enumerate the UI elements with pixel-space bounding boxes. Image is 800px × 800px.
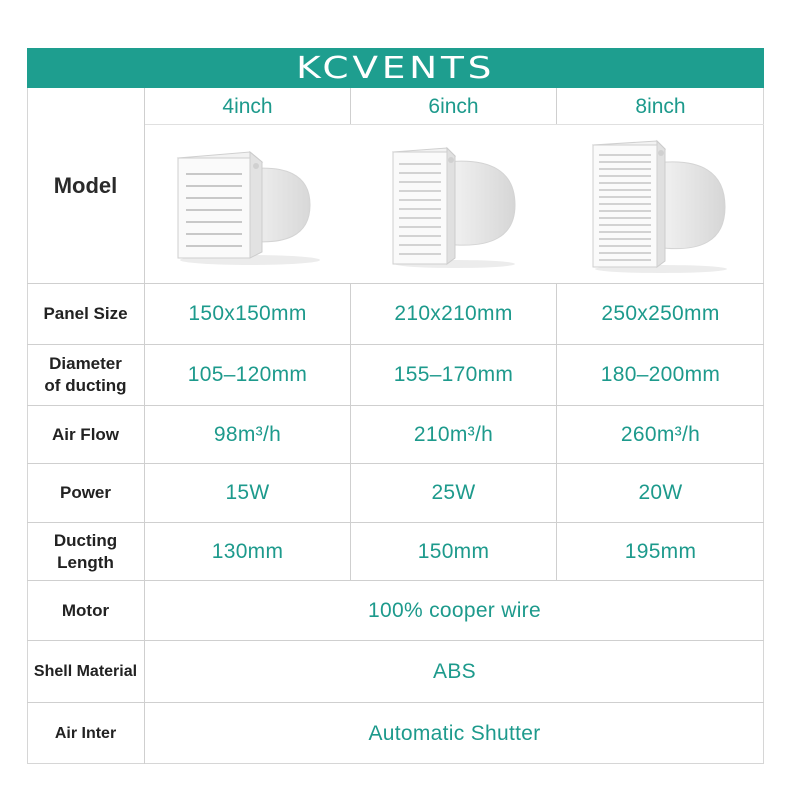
ducting-length-8inch: 195mm — [624, 539, 697, 563]
model-size-8inch: 8inch — [635, 95, 686, 118]
motor-value: 100% cooper wire — [368, 598, 541, 622]
row-label-ducting-length: Ducting Length — [53, 530, 118, 572]
panel-size-6inch: 210x210mm — [394, 302, 513, 325]
air-flow-6inch: 210m³/h — [413, 422, 494, 446]
panel-size-4inch: 150x150mm — [188, 302, 307, 325]
power-8inch: 20W — [638, 481, 683, 504]
model-label: Model — [53, 172, 118, 198]
model-size-4inch: 4inch — [222, 95, 273, 118]
brand-logo: KCVENTS — [295, 50, 496, 86]
diameter-4inch: 105–120mm — [187, 363, 308, 386]
air-flow-4inch: 98m³/h — [213, 422, 282, 446]
diameter-6inch: 155–170mm — [393, 363, 514, 386]
product-image-4inch — [170, 140, 330, 270]
power-6inch: 25W — [431, 481, 476, 504]
row-label-air-flow: Air Flow — [51, 424, 120, 444]
ducting-length-4inch: 130mm — [211, 539, 284, 563]
shell-material-value: ABS — [433, 659, 476, 683]
product-image-8inch — [585, 135, 745, 275]
brand-header — [27, 48, 764, 88]
product-image-6inch — [385, 140, 535, 270]
row-label-air-inter: Air Inter — [54, 724, 117, 742]
row-label-panel-size: Panel Size — [43, 304, 128, 323]
row-label-power: Power — [59, 483, 112, 502]
power-4inch: 15W — [225, 481, 270, 504]
model-size-6inch: 6inch — [428, 95, 479, 118]
row-label-shell-material: Shell Material — [33, 662, 138, 680]
air-inter-value: Automatic Shutter — [368, 721, 541, 745]
row-label-diameter: Diameter of ducting — [44, 354, 127, 395]
ducting-length-6inch: 150mm — [417, 539, 490, 563]
panel-size-8inch: 250x250mm — [601, 302, 720, 325]
row-label-motor: Motor — [61, 600, 110, 620]
model-header-divider — [145, 124, 764, 125]
diameter-8inch: 180–200mm — [600, 363, 721, 386]
air-flow-8inch: 260m³/h — [620, 422, 701, 446]
